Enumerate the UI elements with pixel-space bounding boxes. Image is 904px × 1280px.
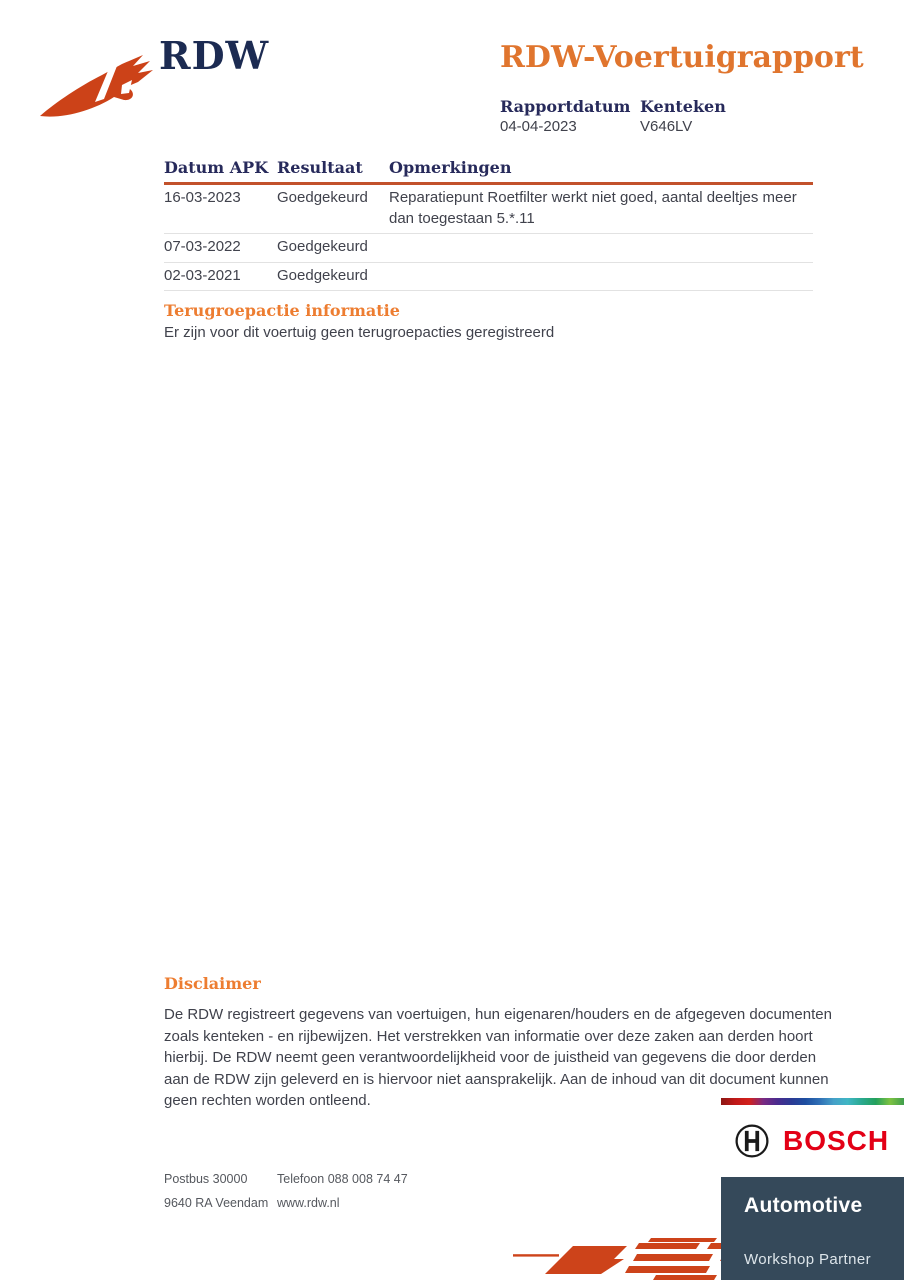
kenteken-label: Kenteken [640, 97, 726, 116]
cell-datum: 02-03-2021 [164, 266, 241, 284]
footer-address-line2: 9640 RA Veendam [164, 1196, 269, 1210]
apk-history-table [164, 158, 813, 291]
bosch-partner-card [721, 1098, 904, 1280]
bosch-anchor-icon [734, 1123, 770, 1159]
bosch-partner-label: Workshop Partner [744, 1251, 872, 1268]
cell-resultaat: Goedgekeurd [277, 189, 368, 206]
terugroepactie-heading: Terugroepactie informatie [164, 301, 400, 320]
cell-opmerkingen [389, 237, 813, 258]
cell-resultaat: Goedgekeurd [277, 266, 368, 284]
column-header-resultaat: Resultaat [277, 158, 363, 177]
bosch-supergraphic [721, 1098, 904, 1105]
cell-opmerkingen: Reparatiepunt Roetfilter werkt niet goed, aantal deeltjes meer dan toegestaan 5.*.11 [389, 189, 797, 227]
table-row [164, 185, 813, 234]
cell-opmerkingen [389, 266, 813, 287]
rdw-wing-icon [38, 52, 154, 124]
cell-datum: 16-03-2023 [164, 189, 241, 206]
speed-arrow-graphic [485, 1236, 730, 1280]
footer-phone: Telefoon 088 008 74 47 [277, 1172, 408, 1186]
bosch-division-label: Automotive [744, 1194, 863, 1217]
cell-resultaat: Goedgekeurd [277, 238, 368, 255]
footer-address-line1: Postbus 30000 [164, 1172, 248, 1186]
table-header-row [164, 158, 813, 185]
table-row [164, 263, 813, 292]
kenteken-value: V646LV [640, 118, 693, 135]
column-header-datum-apk: Datum APK [164, 158, 269, 177]
page-title: RDW-Voertuigrapport [500, 40, 864, 75]
rapportdatum-label: Rapportdatum [500, 97, 631, 116]
rapportdatum-value: 04-04-2023 [500, 118, 577, 135]
table-row [164, 234, 813, 263]
footer-website-link[interactable]: www.rdw.nl [277, 1196, 340, 1210]
cell-datum: 07-03-2022 [164, 238, 241, 255]
disclaimer-body: De RDW registreert gegevens van voertuigen, hun eigenaren/houders en de afgegeven documenten zoals kenteken - en rijbewijzen. Het verstrekken van informatie over deze zaken aan derden hoort hierbij. De RDW neemt geen verantwoordelijkheid voor de juistheid van gegevens die door derden aan de RDW zijn geleverd en is hiervoor niet aansprakelijk. Aan de inhoud van dit document kunnen geen rechten worden ontleend. [164, 1006, 832, 1109]
bosch-wordmark: BOSCH [783, 1125, 890, 1156]
bosch-logo-row [721, 1105, 904, 1177]
column-header-opmerkingen: Opmerkingen [389, 158, 512, 177]
rdw-logo-text: RDW [159, 33, 270, 78]
terugroepactie-body: Er zijn voor dit voertuig geen terugroepacties geregistreerd [164, 324, 555, 341]
bosch-panel [721, 1177, 904, 1280]
disclaimer-heading: Disclaimer [164, 974, 261, 993]
